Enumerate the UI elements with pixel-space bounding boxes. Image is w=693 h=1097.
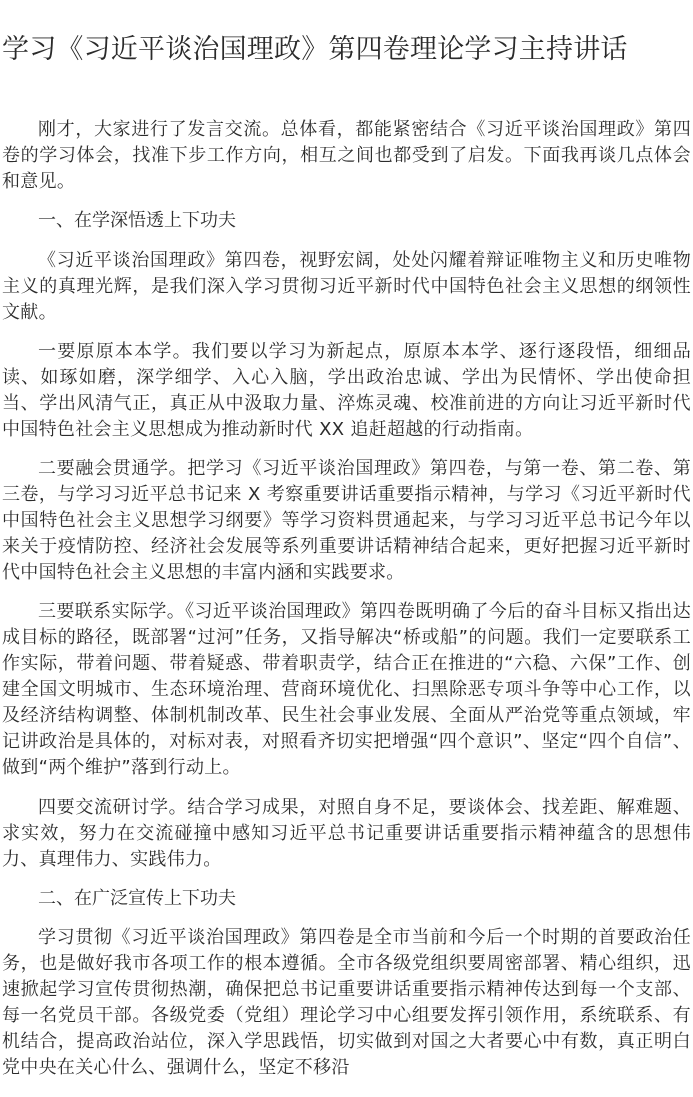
- section-heading-1: 一、在学深悟透上下功夫: [38, 210, 236, 232]
- document-body: [2, 117, 691, 1095]
- paragraph-intro: 刚才，大家进行了发言交流。总体看，都能紧密结合《习近平谈治国理政》第四卷的学习体会，找准下步工作方向，相互之间也都受到了启发。下面我再谈几点体会和意见。: [2, 119, 691, 192]
- paragraph: 学习贯彻《习近平谈治国理政》第四卷是全市当前和今后一个时期的首要政治任务，也是做好我市各项工作的根本遵循。全市各级党组织要周密部署、精心组织，迅速掀起学习宣传贯彻热潮，确保把总书记重要讲话重要指示精神传达到每一个支部、每一名党员干部。各级党委（党组）理论学习中心组要发挥引领作用，系统联系、有机结合，提高政治站位，深入学思践悟，切实做到对国之大者要心中有数，真正明白党中央在关心什么、强调什么，坚定不移沿: [2, 927, 691, 1079]
- paragraph: 《习近平谈治国理政》第四卷，视野宏阔，处处闪耀着辩证唯物主义和历史唯物主义的真理光辉，是我们深入学习贯彻习近平新时代中国特色社会主义思想的纲领性文献。: [2, 249, 691, 323]
- paragraph: 四要交流研讨学。结合学习成果，对照自身不足，要谈体会、找差距、解难题、求实效，努力在交流碰撞中感知习近平总书记重要讲话重要指示精神蕴含的思想伟力、真理伟力、实践伟力。: [2, 796, 691, 870]
- paragraph: 三要联系实际学。《习近平谈治国理政》第四卷既明确了今后的奋斗目标又指出达成目标的路径，既部署“过河”任务，又指导解决“桥或船”的问题。我们一定要联系工作实际，带着问题、带着疑惑、带着职责学，结合正在推进的“六稳、六保”工作、创建全国文明城市、生态环境治理、营商环境优化、扫黑除恶专项斗争等中心工作，以及经济结构调整、体制机制改革、民生社会事业发展、全面从严治党等重点领域，牢记讲政治是具体的，对标对表，对照看齐切实把增强“四个意识”、坚定“四个自信”、做到“两个维护”落到行动上。: [2, 601, 691, 779]
- section-heading-2: 二、在广泛宣传上下功夫: [38, 888, 236, 910]
- paragraph: 一要原原本本学。我们要以学习为新起点，原原本本学、逐行逐段悟，细细品读、如琢如磨，深学细学、入心入脑，学出政治忠诚、学出为民情怀、学出使命担当、学出风清气正，真正从中汲取力量、淬炼灵魂、校准前进的方向让习近平新时代中国特色社会主义思想成为推动新时代 XX 追赶超越的行动指南。: [2, 340, 691, 440]
- document-title: 学习《习近平谈治国理政》第四卷理论学习主持讲话: [2, 34, 628, 65]
- paragraph: 二要融会贯通学。把学习《习近平谈治国理政》第四卷，与第一卷、第二卷、第三卷，与学习习近平总书记来 X 考察重要讲话重要指示精神，与学习《习近平新时代中国特色社会主义思想学习纲要》等学习资料贯通起来，与学习习近平总书记今年以来关于疫情防控、经济社会发展等系列重要讲话精神结合起来，更好把握习近平新时代中国特色社会主义思想的丰富内涵和实践要求。: [2, 458, 691, 584]
